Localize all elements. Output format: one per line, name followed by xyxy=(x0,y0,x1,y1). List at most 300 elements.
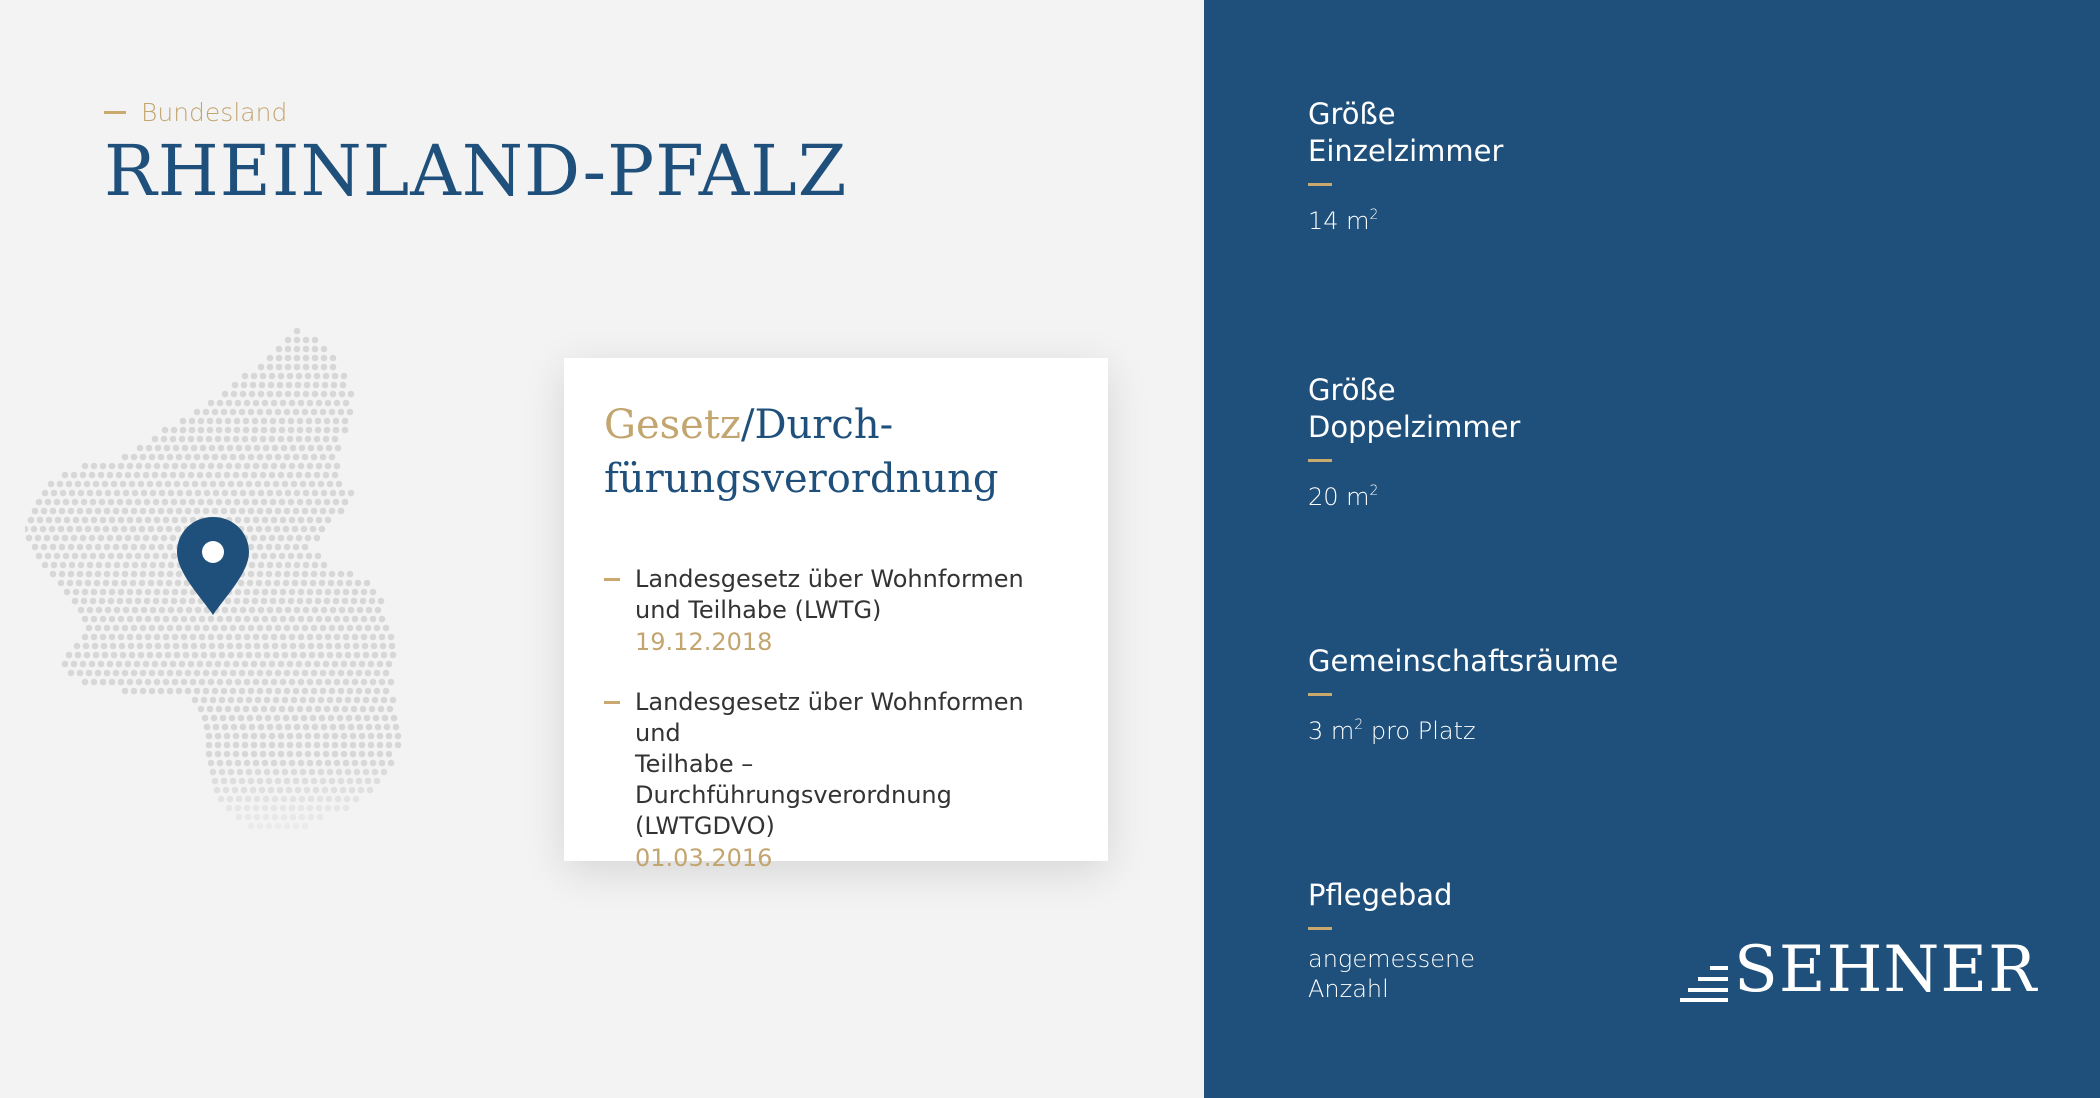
map-dot xyxy=(239,778,246,785)
map-dot xyxy=(288,499,295,506)
map-dot xyxy=(167,454,174,461)
map-dot xyxy=(215,733,222,740)
map-dot xyxy=(213,724,220,731)
map-dot xyxy=(247,715,254,722)
map-dot xyxy=(198,427,205,434)
map-dot xyxy=(347,778,354,785)
map-dot xyxy=(311,454,318,461)
map-dot xyxy=(334,805,341,812)
map-dot xyxy=(307,400,314,407)
map-dot xyxy=(100,616,107,623)
map-dot xyxy=(211,715,218,722)
map-dot xyxy=(185,454,192,461)
map-dot xyxy=(221,625,228,632)
map-dot xyxy=(262,760,269,767)
map-dot xyxy=(168,562,175,569)
map-dot xyxy=(35,535,42,542)
map-dot xyxy=(289,805,296,812)
map-dot xyxy=(261,499,268,506)
map-dot xyxy=(68,571,75,578)
map-dot xyxy=(289,463,296,470)
map-dot xyxy=(212,409,219,416)
map-dot xyxy=(284,409,291,416)
map-dot xyxy=(315,706,322,713)
map-dot xyxy=(314,472,321,479)
spec-value xyxy=(1308,476,1908,512)
card-title-line2: fürungsverordnung xyxy=(604,456,999,502)
map-dot xyxy=(257,625,264,632)
map-dot xyxy=(139,580,146,587)
map-dot xyxy=(110,643,117,650)
map-dot xyxy=(221,688,228,695)
map-dot xyxy=(242,436,249,443)
map-dot xyxy=(294,364,301,371)
map-dot xyxy=(304,382,311,389)
map-dot xyxy=(131,454,138,461)
map-dot xyxy=(104,670,111,677)
map-dot xyxy=(192,652,199,659)
map-dot xyxy=(247,580,254,587)
map-dot xyxy=(60,562,67,569)
map-dot xyxy=(254,814,261,821)
map-dot xyxy=(298,463,305,470)
map-dot xyxy=(356,670,363,677)
map-dot xyxy=(227,445,234,452)
map-dot xyxy=(336,652,343,659)
map-dot xyxy=(251,436,258,443)
map-dot xyxy=(147,481,154,488)
map-dot xyxy=(86,571,93,578)
map-dot xyxy=(293,778,300,785)
map-dot xyxy=(260,733,267,740)
map-dot xyxy=(302,409,309,416)
page-title: RHEINLAND-PFALZ xyxy=(104,130,848,212)
map-dot xyxy=(64,517,71,524)
map-dot xyxy=(319,715,326,722)
accent-dash xyxy=(1308,927,1332,930)
map-dot xyxy=(244,616,251,623)
map-dot xyxy=(346,715,353,722)
map-dot xyxy=(329,571,336,578)
map-dot xyxy=(210,769,217,776)
map-dot xyxy=(294,607,301,614)
map-dot xyxy=(259,382,266,389)
map-dot xyxy=(245,643,252,650)
map-dot xyxy=(288,598,295,605)
spec-title xyxy=(1308,643,1908,680)
map-dot xyxy=(274,526,281,533)
map-dot xyxy=(225,598,232,605)
map-dot xyxy=(279,553,286,560)
map-dot xyxy=(218,796,225,803)
map-dot xyxy=(307,634,314,641)
map-dot xyxy=(272,796,279,803)
map-dot xyxy=(302,778,309,785)
map-dot xyxy=(252,598,259,605)
map-dot xyxy=(240,391,247,398)
map-dot xyxy=(255,697,262,704)
map-dot xyxy=(305,436,312,443)
eyebrow xyxy=(104,98,287,127)
map-dot xyxy=(201,481,208,488)
map-dot xyxy=(390,652,397,659)
map-dot xyxy=(309,769,316,776)
map-dot xyxy=(382,715,389,722)
map-dot xyxy=(154,517,161,524)
map-dot xyxy=(164,643,171,650)
map-dot xyxy=(95,670,102,677)
map-dot xyxy=(352,616,359,623)
map-dot xyxy=(214,787,221,794)
map-dot xyxy=(235,760,242,767)
map-dot xyxy=(198,706,205,713)
map-dot xyxy=(152,436,159,443)
map-dot xyxy=(165,481,172,488)
map-dot xyxy=(234,427,241,434)
map-dot xyxy=(109,679,116,686)
map-dot xyxy=(48,481,55,488)
map-dot xyxy=(356,778,363,785)
eyebrow-label: Bundesland xyxy=(141,98,288,127)
map-dot xyxy=(76,526,83,533)
map-dot xyxy=(307,517,314,524)
map-dot xyxy=(248,625,255,632)
map-dot xyxy=(174,481,181,488)
map-dot xyxy=(179,472,186,479)
map-dot xyxy=(299,814,306,821)
dotted-state-map xyxy=(25,325,545,945)
map-dot xyxy=(361,616,368,623)
map-dot xyxy=(235,679,242,686)
map-dot xyxy=(149,571,156,578)
map-dot xyxy=(248,409,255,416)
map-dot xyxy=(381,697,388,704)
map-dot xyxy=(81,499,88,506)
map-dot xyxy=(265,580,272,587)
accent-dash xyxy=(604,701,620,704)
map-dot xyxy=(208,463,215,470)
map-dot xyxy=(311,571,318,578)
map-dot xyxy=(321,346,328,353)
map-dot xyxy=(60,490,67,497)
map-dot xyxy=(230,454,237,461)
map-dot xyxy=(49,526,56,533)
map-dot xyxy=(41,544,48,551)
map-dot xyxy=(280,463,287,470)
map-dot xyxy=(253,463,260,470)
map-dot xyxy=(293,409,300,416)
map-dot xyxy=(218,445,225,452)
map-dot xyxy=(321,562,328,569)
map-dot xyxy=(190,463,197,470)
map-dot xyxy=(181,634,188,641)
map-dot xyxy=(316,634,323,641)
map-dot xyxy=(317,814,324,821)
map-dot xyxy=(129,481,136,488)
map-dot xyxy=(217,400,224,407)
map-dot xyxy=(244,463,251,470)
map-dot xyxy=(145,589,152,596)
map-dot xyxy=(268,382,275,389)
map-dot xyxy=(386,661,393,668)
map-dot xyxy=(57,481,64,488)
map-dot xyxy=(242,751,249,758)
map-dot xyxy=(260,661,267,668)
map-dot xyxy=(237,481,244,488)
map-dot xyxy=(87,562,94,569)
map-dot xyxy=(228,697,235,704)
map-dot xyxy=(287,742,294,749)
map-dot xyxy=(315,553,322,560)
map-dot xyxy=(334,589,341,596)
map-dot xyxy=(126,598,133,605)
map-dot xyxy=(244,634,251,641)
map-dot xyxy=(89,661,96,668)
map-dot xyxy=(98,535,105,542)
map-dot xyxy=(306,553,313,560)
spec-title-line: Pflegebad xyxy=(1308,878,1453,912)
map-dot xyxy=(276,724,283,731)
map-dot xyxy=(233,733,240,740)
map-dot xyxy=(249,607,256,614)
map-dot xyxy=(167,571,174,578)
law-item xyxy=(604,564,1074,658)
map-dot xyxy=(149,688,156,695)
map-dot xyxy=(188,661,195,668)
map-dot xyxy=(36,499,43,506)
map-dot xyxy=(107,661,114,668)
map-dot xyxy=(180,427,187,434)
map-dot xyxy=(315,598,322,605)
map-dot xyxy=(276,391,283,398)
map-dot xyxy=(316,805,323,812)
map-dot xyxy=(293,454,300,461)
map-dot xyxy=(271,517,278,524)
map-dot xyxy=(260,742,267,749)
map-dot xyxy=(181,589,188,596)
law-date: 01.03.2016 xyxy=(635,844,773,872)
map-dot xyxy=(212,688,219,695)
map-dot xyxy=(45,553,52,560)
map-dot xyxy=(62,535,69,542)
map-dot xyxy=(279,427,286,434)
map-dot xyxy=(294,724,301,731)
map-dot xyxy=(264,481,271,488)
map-dot xyxy=(104,625,111,632)
map-dot xyxy=(122,670,129,677)
map-dot xyxy=(182,643,189,650)
map-dot xyxy=(303,364,310,371)
map-dot xyxy=(158,571,165,578)
map-dot xyxy=(113,625,120,632)
map-dot xyxy=(321,391,328,398)
map-dot xyxy=(320,625,327,632)
map-dot xyxy=(172,517,179,524)
map-dot xyxy=(144,499,151,506)
map-dot xyxy=(365,625,372,632)
map-dot xyxy=(109,517,116,524)
map-dot xyxy=(249,391,256,398)
map-dot xyxy=(254,643,261,650)
map-dot xyxy=(136,463,143,470)
map-dot xyxy=(245,814,252,821)
map-dot xyxy=(305,661,312,668)
map-dot xyxy=(273,652,280,659)
map-dot xyxy=(154,679,161,686)
map-dot xyxy=(141,607,148,614)
map-dot xyxy=(89,472,96,479)
map-dot xyxy=(339,391,346,398)
map-dot xyxy=(339,724,346,731)
map-dot xyxy=(293,688,300,695)
map-dot xyxy=(126,553,133,560)
map-dot xyxy=(140,670,147,677)
map-dot xyxy=(176,454,183,461)
map-dot xyxy=(314,661,321,668)
map-dot xyxy=(282,481,289,488)
map-dot xyxy=(328,580,335,587)
map-dot xyxy=(279,499,286,506)
map-dot xyxy=(120,652,127,659)
map-dot xyxy=(222,724,229,731)
map-dot xyxy=(325,679,332,686)
map-dot xyxy=(134,661,141,668)
map-dot xyxy=(323,733,330,740)
map-dot xyxy=(296,751,303,758)
map-dot xyxy=(208,634,215,641)
map-dot xyxy=(296,535,303,542)
map-dot xyxy=(28,517,35,524)
map-dot xyxy=(251,472,258,479)
map-dot xyxy=(171,598,178,605)
map-dot xyxy=(284,688,291,695)
map-dot xyxy=(284,670,291,677)
map-dot xyxy=(324,427,331,434)
map-dot xyxy=(314,733,321,740)
map-dot xyxy=(83,643,90,650)
map-dot xyxy=(333,499,340,506)
map-dot xyxy=(305,751,312,758)
map-dot xyxy=(152,661,159,668)
map-dot xyxy=(235,634,242,641)
map-dot xyxy=(213,490,220,497)
map-dot xyxy=(295,787,302,794)
map-dot xyxy=(239,508,246,515)
map-dot xyxy=(292,526,299,533)
map-dot xyxy=(170,472,177,479)
map-dot xyxy=(250,787,257,794)
map-dot xyxy=(59,544,66,551)
map-dot xyxy=(257,409,264,416)
map-dot xyxy=(145,616,152,623)
map-dot xyxy=(280,634,287,641)
map-dot xyxy=(355,580,362,587)
map-dot xyxy=(150,607,157,614)
map-dot xyxy=(175,526,182,533)
map-dot xyxy=(391,715,398,722)
map-dot xyxy=(338,778,345,785)
map-dot xyxy=(235,517,242,524)
map-dot xyxy=(203,670,210,677)
map-dot xyxy=(276,562,283,569)
map-dot xyxy=(127,679,134,686)
map-dot xyxy=(290,643,297,650)
map-dot xyxy=(73,589,80,596)
map-dot xyxy=(41,508,48,515)
map-dot xyxy=(204,490,211,497)
map-dot xyxy=(90,499,97,506)
map-dot xyxy=(163,679,170,686)
map-dot xyxy=(232,382,239,389)
map-dot xyxy=(200,445,207,452)
map-dot xyxy=(290,814,297,821)
map-dot xyxy=(271,463,278,470)
map-dot xyxy=(125,472,132,479)
map-dot xyxy=(131,508,138,515)
map-dot xyxy=(335,643,342,650)
map-dot xyxy=(347,688,354,695)
map-dot xyxy=(37,517,44,524)
map-dot xyxy=(53,535,60,542)
map-dot xyxy=(333,706,340,713)
map-dot xyxy=(351,706,358,713)
map-dot xyxy=(140,625,147,632)
logo-mark-icon xyxy=(1680,954,1728,1002)
map-dot xyxy=(74,643,81,650)
map-dot xyxy=(162,427,169,434)
map-dot xyxy=(280,760,287,767)
map-dot xyxy=(275,670,282,677)
map-dot xyxy=(314,751,321,758)
map-dot xyxy=(323,661,330,668)
map-dot xyxy=(277,382,284,389)
map-dot xyxy=(208,616,215,623)
map-dot xyxy=(131,688,138,695)
spec-title xyxy=(1308,372,1908,446)
map-dot xyxy=(349,787,356,794)
spec-value-line: Anzahl xyxy=(1308,975,1389,1003)
map-dot xyxy=(77,670,84,677)
map-dot xyxy=(172,463,179,470)
map-dot xyxy=(253,517,260,524)
map-dot xyxy=(266,688,273,695)
map-dot xyxy=(129,652,136,659)
map-dot xyxy=(365,778,372,785)
map-dot xyxy=(127,616,134,623)
map-dot xyxy=(58,526,65,533)
map-dot xyxy=(342,598,349,605)
map-dot xyxy=(256,526,263,533)
map-dot xyxy=(332,373,339,380)
map-dot xyxy=(251,661,258,668)
map-dot xyxy=(203,508,210,515)
map-dot xyxy=(278,742,285,749)
map-dot xyxy=(82,634,89,641)
map-dot xyxy=(219,697,226,704)
map-dot xyxy=(285,490,292,497)
map-dot xyxy=(363,652,370,659)
map-dot xyxy=(294,490,301,497)
map-dot xyxy=(84,481,91,488)
map-dot xyxy=(68,544,75,551)
map-dot xyxy=(162,553,169,560)
map-dot xyxy=(321,724,328,731)
map-dot xyxy=(334,634,341,641)
map-dot xyxy=(244,679,251,686)
map-dot xyxy=(341,661,348,668)
map-dot xyxy=(85,526,92,533)
map-dot xyxy=(244,760,251,767)
